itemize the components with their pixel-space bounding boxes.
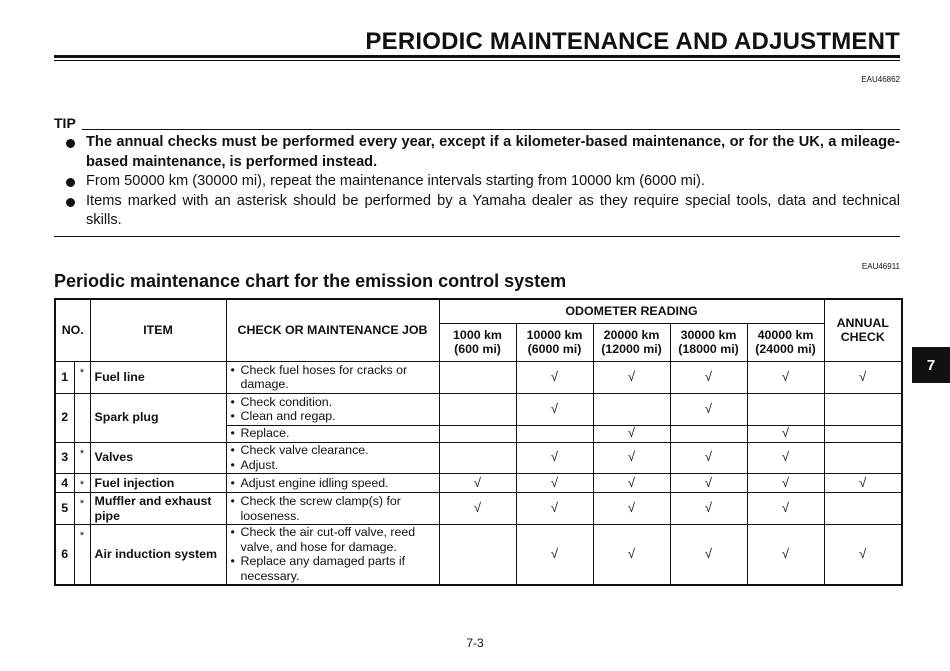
check-cell	[593, 425, 670, 442]
tip-item	[54, 192, 900, 231]
check-cell	[670, 425, 747, 442]
bullet: •	[230, 525, 235, 540]
check-cell	[593, 493, 670, 525]
asterisk-mark: *	[74, 473, 90, 493]
asterisk-mark: *	[74, 361, 90, 393]
row-job	[226, 425, 439, 442]
maintenance-chart	[54, 298, 903, 586]
row-number: 5	[55, 493, 74, 525]
doc-code-section: EAU46911	[861, 262, 900, 271]
tip-rule	[82, 129, 900, 130]
check-cell	[670, 361, 747, 393]
table-row	[55, 493, 902, 525]
interval-mi: (6000 mi)	[527, 342, 582, 356]
job-text: Check the screw clamp(s) for looseness.	[240, 494, 401, 523]
asterisk-mark: *	[74, 442, 90, 473]
title-rule	[54, 55, 900, 58]
bullet-dot-icon	[66, 198, 75, 207]
job-line	[231, 409, 435, 424]
tip-text: Items marked with an asterisk should be performed by a Yamaha dealer as they require special tools, data and technical skills.	[86, 192, 900, 228]
check-mark-icon: √	[704, 449, 713, 465]
check-mark-icon: √	[550, 546, 559, 561]
interval-header	[593, 323, 670, 361]
check-cell	[670, 473, 747, 493]
check-cell	[670, 442, 747, 473]
job-text: Clean and regap.	[240, 409, 336, 423]
check-cell	[747, 525, 824, 585]
check-mark-icon: √	[859, 368, 867, 384]
check-cell	[516, 442, 593, 473]
interval-header	[670, 323, 747, 361]
row-item: Fuel line	[90, 361, 226, 393]
job-text: Check the air cut-off valve, reed valve, and hose for damage.	[240, 525, 416, 554]
check-cell	[747, 425, 824, 442]
interval-km: 40000 km	[757, 327, 814, 342]
check-cell	[824, 473, 902, 493]
check-cell	[824, 525, 902, 585]
interval-header	[439, 323, 516, 361]
check-cell	[747, 493, 824, 525]
page-number: 7-3	[466, 636, 484, 650]
check-cell	[747, 361, 824, 393]
interval-km: 10000 km	[526, 327, 583, 342]
check-mark-icon: √	[781, 368, 790, 384]
check-cell	[824, 425, 902, 442]
check-mark-icon: √	[627, 425, 636, 441]
table-row	[55, 393, 902, 425]
header-annual: ANNUAL CHECK	[824, 299, 902, 361]
bullet: •	[230, 409, 235, 423]
check-cell	[593, 393, 670, 425]
row-number: 6	[55, 525, 74, 585]
interval-mi: (24000 mi)	[755, 342, 816, 356]
job-text: Replace.	[240, 426, 290, 441]
bullet-dot-icon	[66, 139, 75, 148]
check-mark-icon: √	[859, 546, 867, 561]
interval-km: 30000 km	[680, 327, 737, 342]
job-text: Replace any damaged parts if necessary.	[240, 554, 406, 583]
check-cell	[439, 393, 516, 425]
check-mark-icon: √	[781, 546, 790, 561]
bullet: •	[230, 494, 235, 508]
check-mark-icon: √	[627, 500, 636, 516]
check-cell	[439, 442, 516, 473]
check-mark-icon: √	[704, 474, 713, 490]
row-item: Valves	[90, 442, 226, 473]
table-row	[55, 442, 902, 473]
check-cell	[516, 473, 593, 493]
check-mark-icon: √	[473, 474, 482, 490]
job-line	[231, 426, 435, 441]
check-cell	[747, 473, 824, 493]
check-cell	[824, 442, 902, 473]
tip-list	[54, 133, 900, 231]
bullet: •	[230, 475, 235, 490]
check-cell	[593, 473, 670, 493]
job-line	[231, 443, 435, 458]
check-mark-icon: √	[627, 546, 636, 561]
table-row	[55, 525, 902, 585]
tip-label: TIP	[54, 115, 76, 131]
check-mark-icon: √	[627, 368, 636, 384]
row-number: 3	[55, 442, 74, 473]
check-cell	[593, 361, 670, 393]
job-line	[231, 458, 435, 473]
tip-item	[54, 133, 900, 172]
row-item: Fuel injection	[90, 473, 226, 493]
bullet: •	[230, 394, 235, 409]
check-mark-icon: √	[781, 425, 790, 441]
check-cell	[670, 525, 747, 585]
page-title: PERIODIC MAINTENANCE AND ADJUSTMENT	[365, 28, 900, 55]
row-job	[226, 493, 439, 525]
row-number: 4	[55, 473, 74, 493]
check-cell	[439, 425, 516, 442]
interval-km: 1000 km	[453, 327, 502, 342]
check-cell	[670, 393, 747, 425]
header-no: NO.	[55, 299, 90, 361]
interval-km: 20000 km	[603, 327, 660, 342]
job-text: Check valve clearance.	[240, 443, 369, 457]
check-mark-icon: √	[704, 368, 713, 384]
header-odometer: ODOMETER READING	[439, 299, 824, 323]
check-mark-icon: √	[473, 500, 482, 516]
check-cell	[824, 493, 902, 525]
check-cell	[516, 361, 593, 393]
job-line	[231, 363, 435, 392]
bullet: •	[230, 457, 235, 472]
asterisk-mark: *	[74, 493, 90, 525]
check-cell	[439, 493, 516, 525]
interval-mi: (12000 mi)	[601, 342, 662, 356]
section-title: Periodic maintenance chart for the emission control system	[54, 271, 567, 291]
check-mark-icon: √	[781, 449, 790, 465]
job-text: Adjust engine idling speed.	[240, 475, 389, 490]
check-cell	[593, 442, 670, 473]
check-cell	[824, 361, 902, 393]
interval-header	[747, 323, 824, 361]
check-cell	[516, 525, 593, 585]
bullet: •	[230, 443, 235, 457]
bullet: •	[230, 554, 235, 569]
check-cell	[670, 493, 747, 525]
title-rule-thin	[54, 60, 900, 61]
check-cell	[439, 361, 516, 393]
bullet: •	[230, 426, 235, 441]
check-mark-icon: √	[859, 474, 867, 490]
check-mark-icon: √	[550, 400, 559, 416]
check-mark-icon: √	[781, 474, 790, 490]
chapter-tab: 7	[912, 347, 950, 383]
check-mark-icon: √	[627, 474, 636, 490]
row-item: Spark plug	[90, 393, 226, 442]
check-mark-icon: √	[627, 449, 636, 465]
job-line	[231, 525, 435, 554]
check-mark-icon: √	[704, 546, 713, 561]
row-job	[226, 393, 439, 425]
row-item: Air induction system	[90, 525, 226, 585]
check-cell	[516, 493, 593, 525]
asterisk-mark	[74, 393, 90, 442]
check-cell	[747, 393, 824, 425]
header-job: CHECK OR MAINTENANCE JOB	[226, 299, 439, 361]
tip-item	[54, 172, 900, 192]
table-row	[55, 361, 902, 393]
row-job	[226, 473, 439, 493]
check-cell	[516, 393, 593, 425]
row-number: 2	[55, 393, 74, 442]
check-cell	[824, 393, 902, 425]
job-text: Check fuel hoses for cracks or damage.	[240, 362, 408, 391]
job-line	[231, 476, 435, 491]
check-cell	[439, 473, 516, 493]
interval-header	[516, 323, 593, 361]
tip-text: The annual checks must be performed every year, except if a kilometer-based maintenance, or for the UK, a mileage-based maintenance, is performed instead.	[86, 134, 900, 170]
row-job	[226, 442, 439, 473]
check-mark-icon: √	[550, 500, 559, 516]
check-cell	[593, 525, 670, 585]
job-line	[231, 554, 435, 583]
check-mark-icon: √	[550, 474, 559, 490]
check-cell	[439, 525, 516, 585]
bullet: •	[230, 362, 235, 377]
doc-code-top: EAU46862	[861, 75, 900, 84]
check-mark-icon: √	[550, 368, 559, 384]
check-mark-icon: √	[550, 449, 559, 465]
interval-mi: (18000 mi)	[678, 342, 739, 356]
check-cell	[747, 442, 824, 473]
check-cell	[516, 425, 593, 442]
job-line	[231, 494, 435, 523]
row-number: 1	[55, 361, 74, 393]
job-text: Check condition.	[240, 394, 333, 409]
job-line	[231, 395, 435, 410]
row-job	[226, 361, 439, 393]
table-row	[55, 473, 902, 493]
bullet-dot-icon	[66, 178, 75, 187]
row-item: Muffler and exhaust pipe	[90, 493, 226, 525]
job-text: Adjust.	[240, 457, 279, 472]
asterisk-mark: *	[74, 525, 90, 585]
header-item: ITEM	[90, 299, 226, 361]
check-mark-icon: √	[704, 500, 713, 516]
tip-bottom-rule	[54, 236, 900, 237]
row-job	[226, 525, 439, 585]
tip-text: From 50000 km (30000 mi), repeat the maintenance intervals starting from 10000 km (6000 mi).	[86, 173, 705, 189]
check-mark-icon: √	[781, 500, 790, 516]
check-mark-icon: √	[704, 400, 713, 416]
interval-mi: (600 mi)	[454, 342, 501, 356]
